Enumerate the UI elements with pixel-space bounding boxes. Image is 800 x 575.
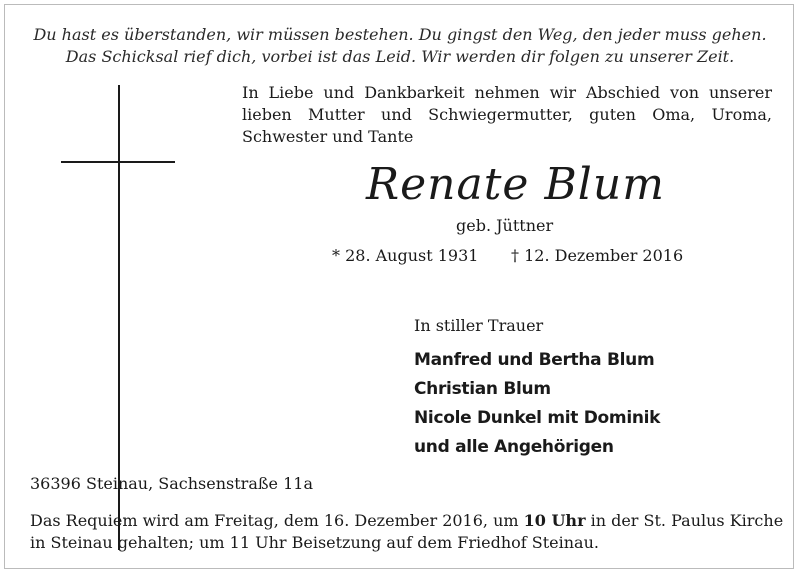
death-date: † 12. Dezember 2016 (511, 246, 684, 265)
verse-line-2: Das Schicksal rief dich, vorbei ist das Leid. Wir werden dir folgen zu unserer Zeit. (65, 47, 735, 66)
deceased-name: Renate Blum (366, 159, 665, 210)
intro-line-1: In Liebe und Dankbarkeit nehmen wir Abschied von unserer (242, 83, 772, 102)
address: 36396 Steinau, Sachsenstraße 11a (30, 474, 313, 493)
mourning-label: In stiller Trauer (414, 316, 544, 335)
service-text-after: in der St. Paulus Kirche (585, 511, 784, 530)
intro-text (242, 82, 772, 148)
mourner-name: Christian Blum (414, 379, 551, 399)
verse (0, 24, 800, 68)
birth-name: geb. Jüttner (456, 216, 554, 235)
mourner-name: Manfred und Bertha Blum (414, 350, 655, 370)
intro-line-3: Schwester und Tante (242, 127, 414, 146)
mourner-name: Nicole Dunkel mit Dominik (414, 408, 661, 428)
mourner-name: und alle Angehörigen (414, 437, 614, 457)
verse-line-1: Du hast es überstanden, wir müssen bestehen. Du gingst den Weg, den jeder muss gehen. (33, 25, 767, 44)
cross-icon-horizontal (61, 161, 175, 163)
service-time: 10 Uhr (523, 511, 586, 530)
service-info (30, 510, 784, 554)
intro-line-2: lieben Mutter und Schwiegermutter, guten Oma, Uroma, (242, 105, 772, 124)
service-text-before: Das Requiem wird am Freitag, dem 16. Dezember 2016, um (30, 511, 524, 530)
birth-date: * 28. August 1931 (332, 246, 479, 265)
mourner-list (414, 346, 660, 462)
service-line-2: in Steinau gehalten; um 11 Uhr Beisetzung auf dem Friedhof Steinau. (30, 533, 599, 552)
service-line-1 (30, 510, 784, 532)
